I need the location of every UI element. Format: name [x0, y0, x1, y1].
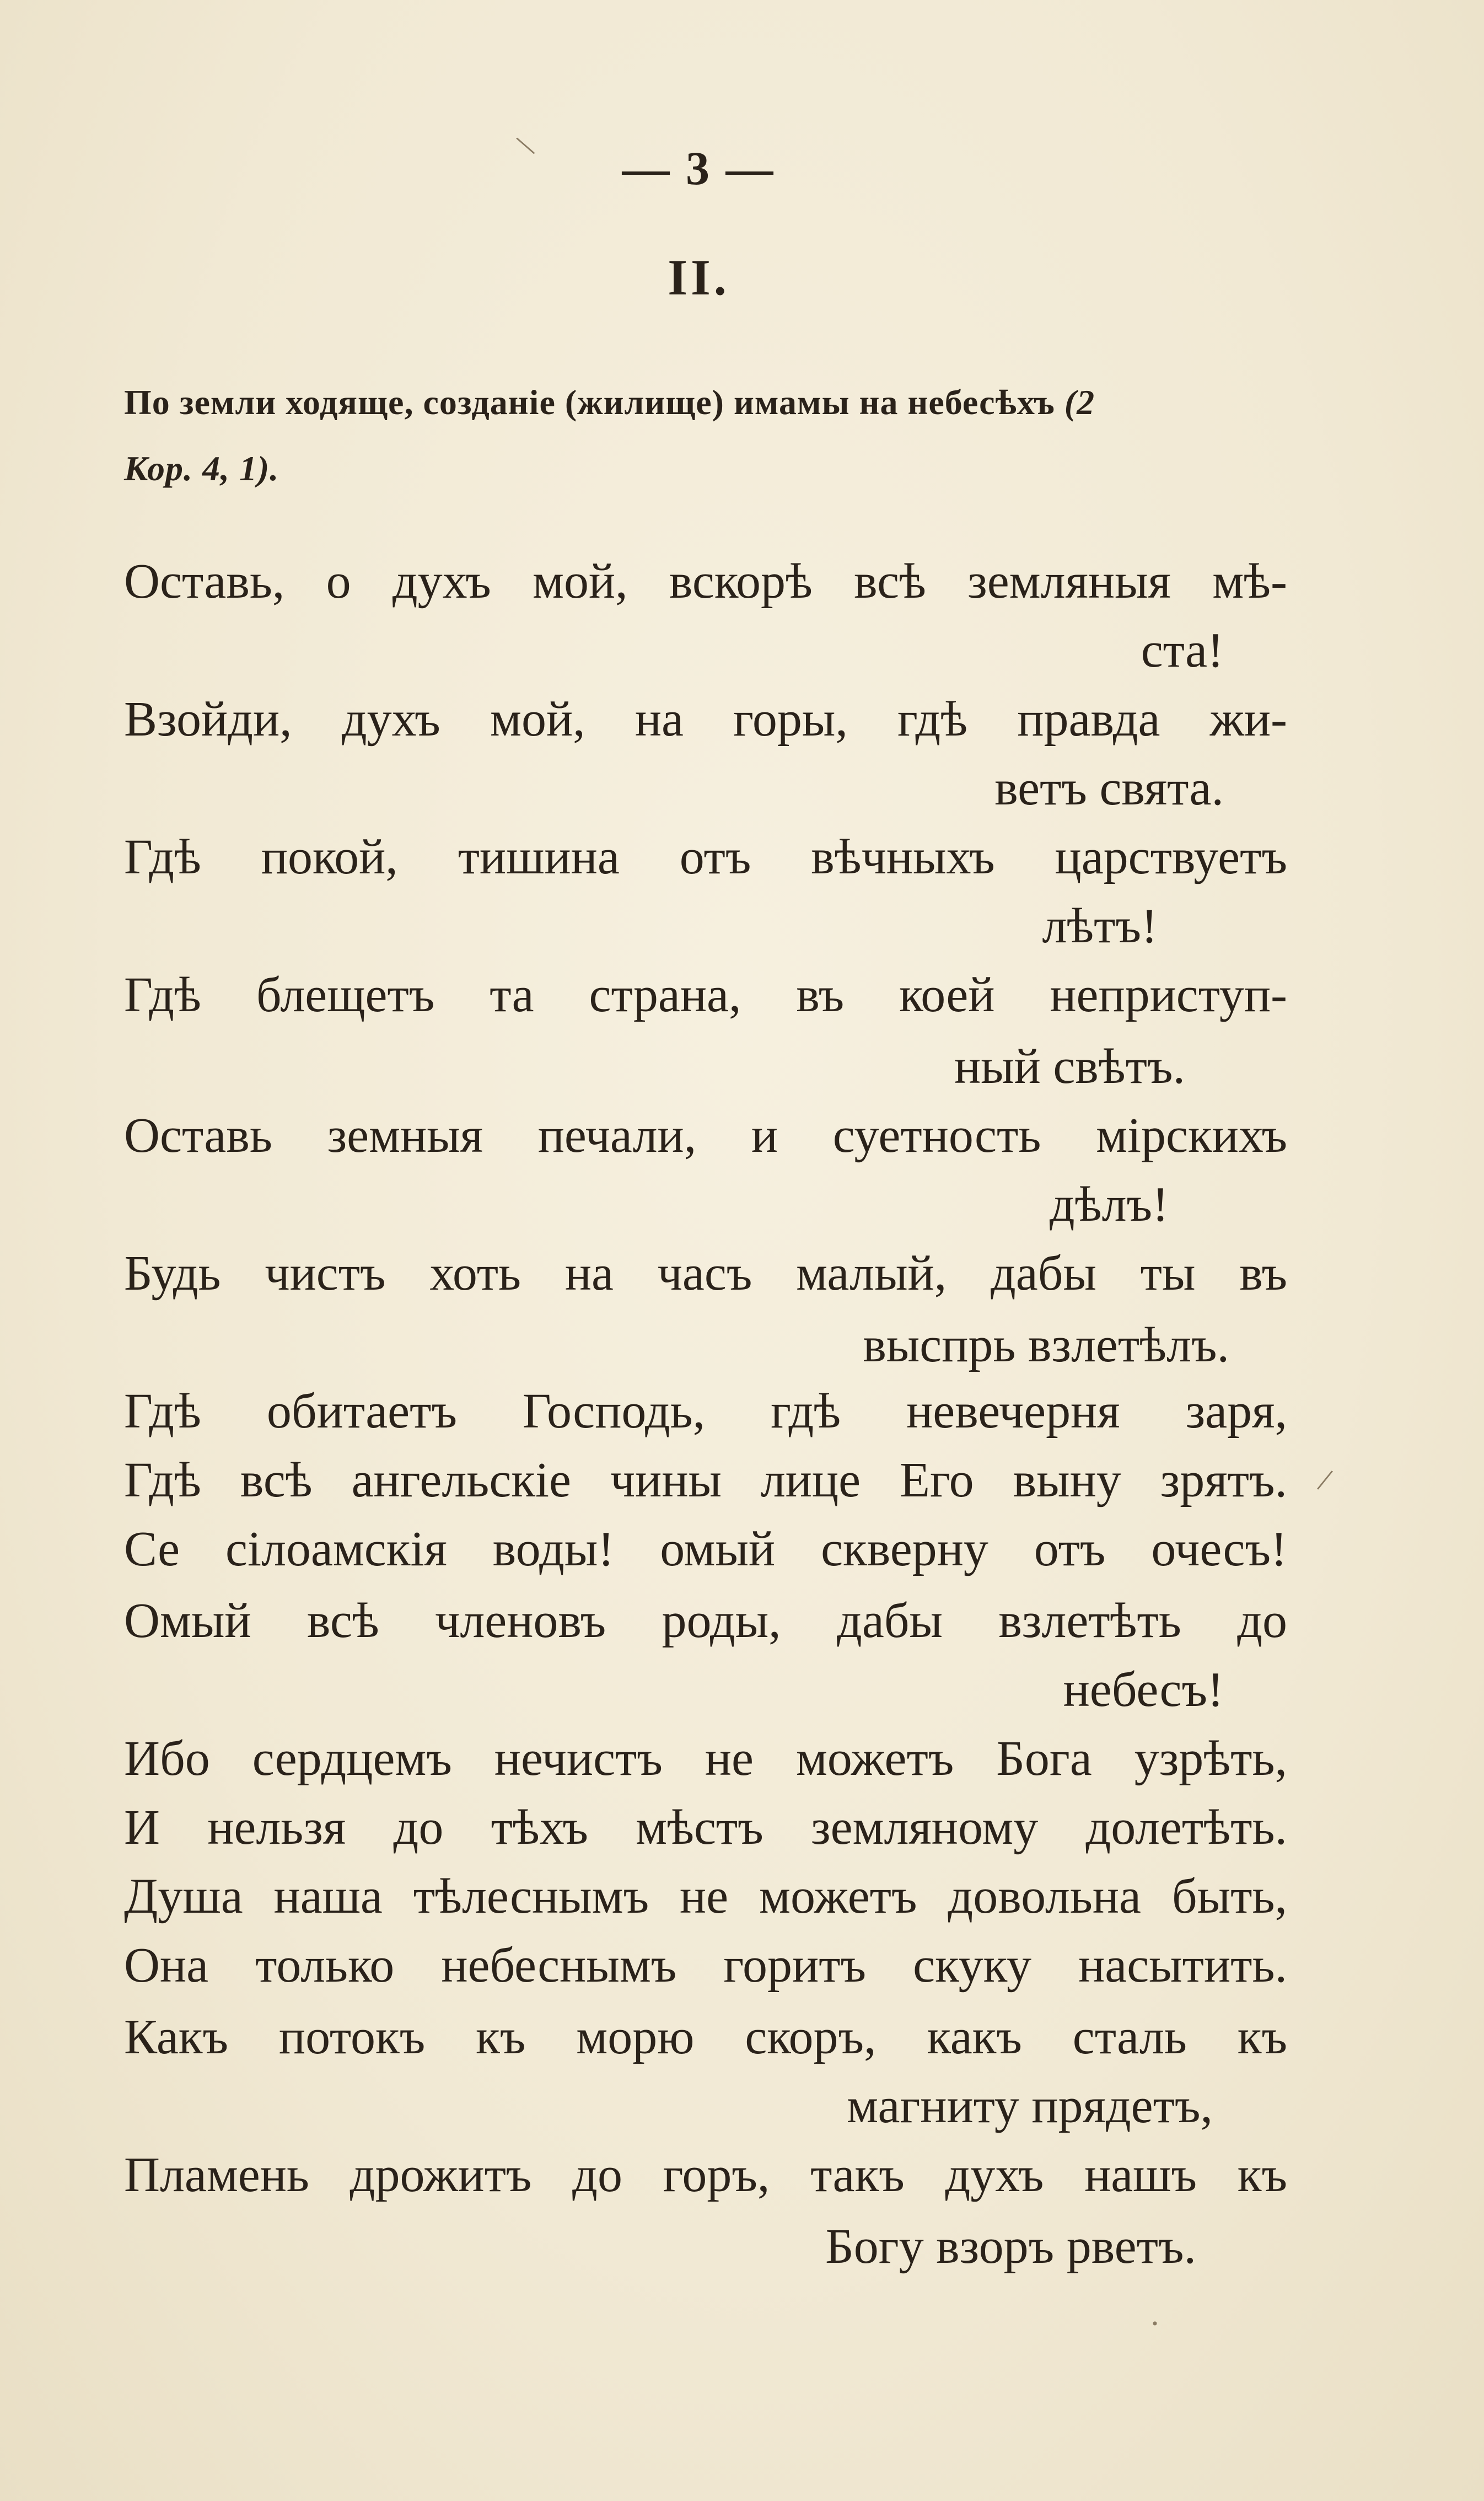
poem-line: Она только небеснымъ горитъ скуку насытить. [124, 1938, 1287, 1993]
poem-line-continuation: ста! [1141, 623, 1224, 678]
epigraph-text: По земли ходяще, созданіе (жилище) имамы на небесѣхъ [124, 383, 1055, 422]
poem-line: Взойди, духъ мой, на горы, гдѣ правда жи- [124, 692, 1287, 747]
epigraph-reference-start: (2 [1064, 383, 1095, 422]
poem-line-continuation: лѣтъ! [1042, 899, 1158, 953]
poem-line: Оставь, о духъ мой, вскорѣ всѣ земляныя мѣ- [124, 554, 1287, 609]
poem-line-continuation: ветъ свята. [994, 761, 1224, 815]
poem-line: Гдѣ блещетъ та страна, въ коей неприступ- [124, 968, 1287, 1022]
epigraph-reference: Кор. 4, 1). [124, 449, 279, 488]
epigraph-line-2 [124, 436, 1293, 502]
poem-line: Омый всѣ членовъ роды, дабы взлетѣть до [124, 1593, 1287, 1648]
epigraph-line-1 [124, 369, 1293, 436]
paper-speck: · [1149, 2305, 1160, 2342]
paper-speck: / [1314, 1461, 1336, 1499]
poem-line-continuation: выспрь взлетѣлъ. [863, 1318, 1229, 1372]
poem-line: И нельзя до тѣхъ мѣстъ земляному долетѣть. [124, 1800, 1287, 1855]
poem-line-continuation: магниту прядетъ, [847, 2079, 1213, 2133]
poem-line: Душа наша тѣлеснымъ не можетъ довольна быть, [124, 1869, 1287, 1924]
poem-line: Оставь земныя печали, и суетность мірскихъ [124, 1108, 1287, 1163]
section-title: II. [668, 249, 730, 305]
poem-line: Се сілоамскія воды! омый скверну отъ очесъ! [124, 1522, 1287, 1576]
poem-line: Гдѣ покой, тишина отъ вѣчныхъ царствуетъ [124, 830, 1287, 884]
poem-line: Гдѣ обитаетъ Господь, гдѣ невечерня заря, [124, 1384, 1287, 1439]
poem-line-continuation: ный свѣтъ. [954, 1039, 1185, 1094]
poem-line: Ибо сердцемъ нечистъ не можетъ Бога узрѣть, [124, 1731, 1287, 1786]
poem-line-continuation: Богу взоръ рветъ. [825, 2219, 1196, 2274]
poem-line-continuation: небесъ! [1063, 1662, 1224, 1717]
poem-line-continuation: дѣлъ! [1049, 1177, 1169, 1232]
poem-line: Гдѣ всѣ ангельскіе чины лице Его выну зрятъ. [124, 1453, 1287, 1507]
poem-line: Будь чистъ хоть на часъ малый, дабы ты въ [124, 1246, 1287, 1301]
paper-speck: \ [512, 127, 539, 164]
poem-line: Пламень дрожитъ до горъ, такъ духъ нашъ къ [124, 2148, 1287, 2202]
poem-line: Какъ потокъ къ морю скоръ, какъ сталь къ [124, 2010, 1287, 2064]
page-number: — 3 — [622, 142, 776, 195]
